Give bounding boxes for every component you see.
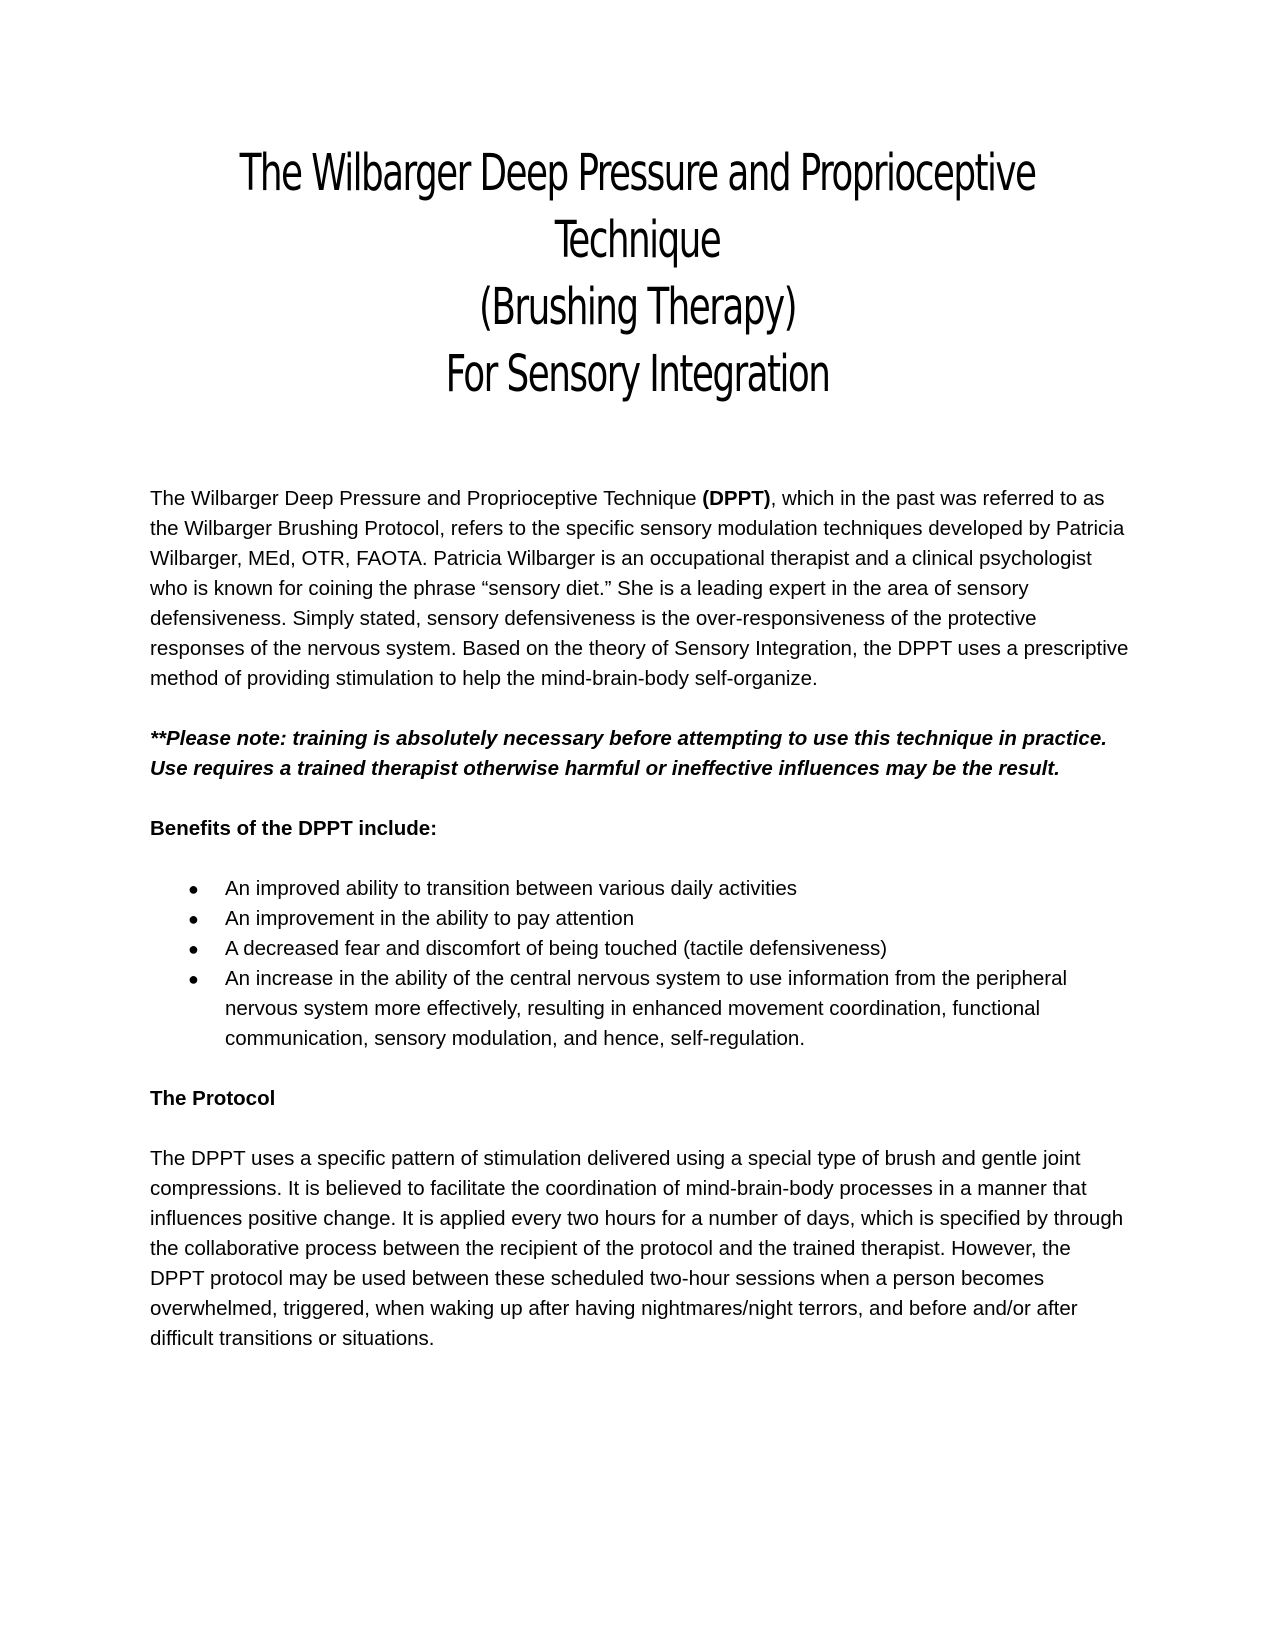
intro-text-start: The Wilbarger Deep Pressure and Proprioceptive Technique xyxy=(150,487,703,510)
document-title xyxy=(100,140,1175,408)
benefits-heading: Benefits of the DPPT include: xyxy=(150,817,438,840)
list-item xyxy=(150,964,1130,1054)
title-line-4: For Sensory Integration xyxy=(445,345,830,404)
protocol-paragraph: The DPPT uses a specific pattern of stimulation delivered using a special type of brush and gentle joint compressions. It is believed to facilitate the coordination of mind-brain-body processes in a manner that influences positive change. It is applied every two hours for a number of days, which is specified by through the collaborative process between the recipient of the protocol and the trained therapist. However, the DPPT protocol may be used between these scheduled two-hour sessions when a person becomes overwhelmed, triggered, when waking up after having nightmares/night terrors, and before and/or after difficult transitions or situations. xyxy=(150,1147,1124,1350)
bullet-icon: ● xyxy=(188,939,199,959)
protocol-heading: The Protocol xyxy=(150,1087,276,1110)
title-line-3: (Brushing Therapy) xyxy=(479,278,796,337)
bullet-icon: ● xyxy=(188,909,199,929)
title-line-2: Technique xyxy=(554,211,721,270)
intro-text-rest: , which in the past was referred to as the Wilbarger Brushing Protocol, refers to the specific sensory modulation techniques developed by Patricia Wilbarger, MEd, OTR, FAOTA. Patricia Wilbarger is an occupational therapist and a clinical psychologist who is known for coining the phrase “sensory diet.” She is a leading expert in the area of sensory defensiveness. Simply stated, sensory defensiveness is the over-responsiveness of the protective responses of the nervous system. Based on the theory of Sensory Integration, the DPPT uses a prescriptive method of providing stimulation to help the mind-brain-body self-organize. xyxy=(150,487,1129,690)
list-item xyxy=(150,874,1130,904)
list-item xyxy=(150,904,1130,934)
document-body xyxy=(150,484,1130,1354)
training-note: **Please note: training is absolutely necessary before attempting to use this technique in practice. Use requires a trained therapist otherwise harmful or ineffective influences may be the result. xyxy=(150,727,1107,780)
benefit-text: An increase in the ability of the central nervous system to use information from the peripheral nervous system more effectively, resulting in enhanced movement coordination, functional communication, sensory modulation, and hence, self-regulation. xyxy=(225,967,1068,1050)
list-item xyxy=(150,934,1130,964)
benefits-list xyxy=(150,874,1130,1054)
benefit-text: An improvement in the ability to pay attention xyxy=(225,907,635,930)
benefit-text: A decreased fear and discomfort of being touched (tactile defensiveness) xyxy=(225,937,888,960)
intro-paragraph xyxy=(150,484,1130,694)
bullet-icon: ● xyxy=(188,969,199,989)
title-line-1: The Wilbarger Deep Pressure and Proprioceptive xyxy=(239,144,1036,203)
dppt-abbreviation: (DPPT) xyxy=(702,487,771,510)
bullet-icon: ● xyxy=(188,879,199,899)
benefit-text: An improved ability to transition between various daily activities xyxy=(225,877,797,900)
